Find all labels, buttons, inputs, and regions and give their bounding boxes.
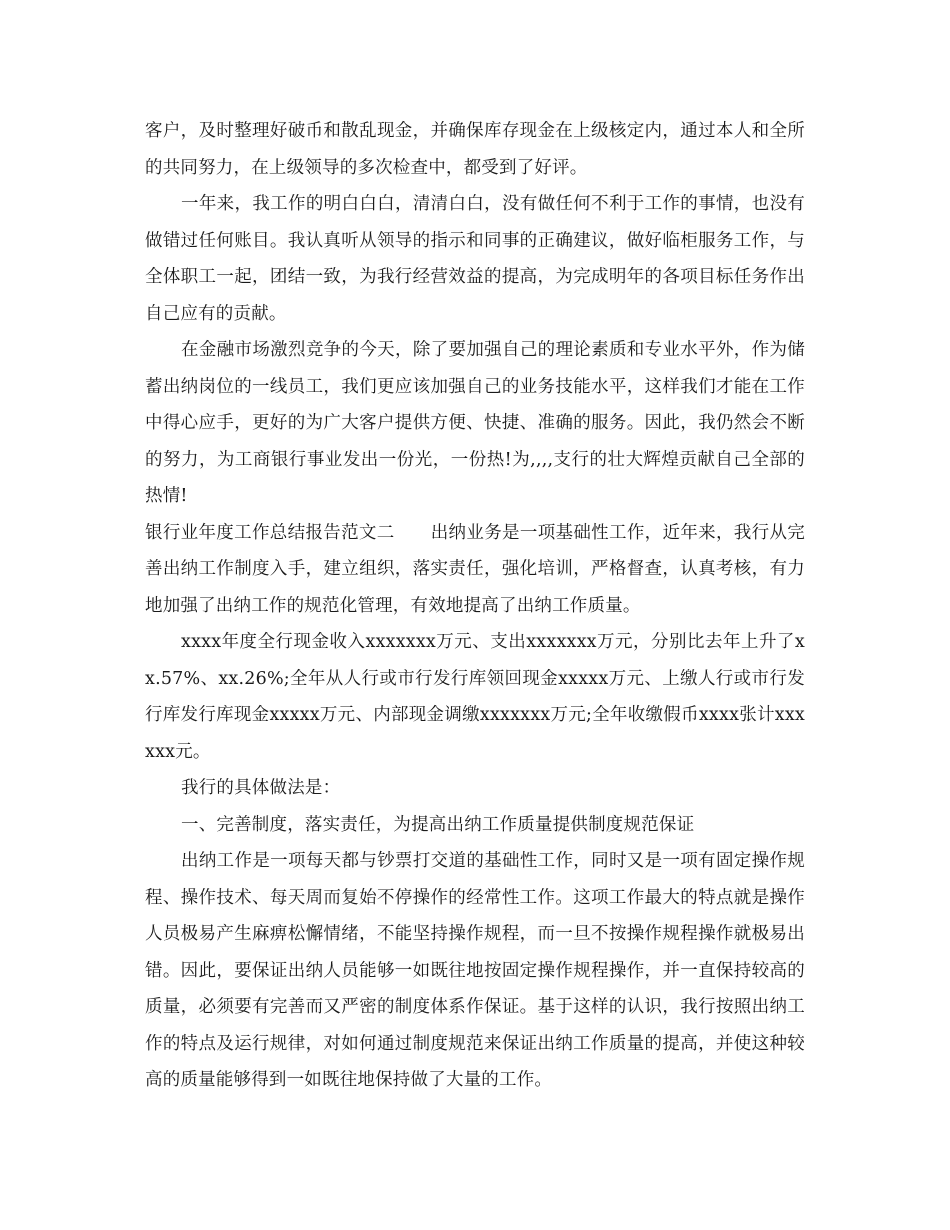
paragraph-methods-lead: 我行的具体做法是： (181, 778, 341, 798)
paragraph-cash-statistics: xxxx年度全行现金收入xxxxxxx万元、支出xxxxxxx万元，分别比去年上升了xx.57%、xx.26%;全年从人行或市行发行库领回现金xxxxx万元、上缴人行或市行发行库发行库现金xxxxx万元、内部现金调缴xxxxxxx万元;全年收缴假币xxxx张计xxxxxx元。 (145, 632, 805, 762)
section-intro-text: 出纳业务是一项基础性工作，近年来，我行从完善出纳工作制度入手，建立组织，落实责任，强化培训，严格督查，认真考核，有力地加强了出纳工作的规范化管理，有效地提高了出纳工作质量。 (145, 522, 805, 616)
paragraph-competition: 在金融市场激烈竞争的今天，除了要加强自己的理论素质和专业水平外，作为储蓄出纳岗位的一线员工，我们更应该加强自己的业务技能水平，这样我们才能在工作中得心应手，更好的为广大客户提供方便、快捷、准确的服务。因此，我仍然会不断的努力，为工商银行事业发出一份光，一份热!为,,,,支行的壮大辉煌贡献自己全部的热情! (145, 340, 805, 506)
paragraph-heading-one: 一、完善制度，落实责任，为提高出纳工作质量提供制度规范保证 (181, 814, 695, 835)
section-two-intro (145, 515, 805, 625)
paragraph-customer-cash: 客户，及时整理好破币和散乱现金，并确保库存现金在上级核定内，通过本人和全所的共同努力，在上级领导的多次检查中，都受到了好评。 (145, 121, 805, 178)
paragraph-year-review: 一年来，我工作的明白白白，清清白白，没有做任何不利于工作的事情，也没有做错过任何账目。我认真听从领导的指示和同事的正确建议，做好临柜服务工作，与全体职工一起，团结一致，为我行经营效益的提高，为完成明年的各项目标任务作出自己应有的贡献。 (145, 194, 805, 324)
document-page (145, 113, 805, 1099)
paragraph-cashier-work: 出纳工作是一项每天都与钞票打交道的基础性工作，同时又是一项有固定操作规程、操作技术、每天周而复始不停操作的经常性工作。这项工作最大的特点就是操作人员极易产生麻痹松懈情绪，不能坚持操作规程，而一旦不按操作规程操作就极易出错。因此，要保证出纳人员能够一如既往地按固定操作规程操作，并一直保持较高的质量，必须要有完善而又严密的制度体系作保证。基于这样的认识，我行按照出纳工作的特点及运行规律，对如何通过制度规范来保证出纳工作质量的提高，并使这种较高的质量能够得到一如既往地保持做了大量的工作。 (145, 851, 805, 1090)
section-title: 银行业年度工作总结报告范文二 (145, 522, 395, 543)
